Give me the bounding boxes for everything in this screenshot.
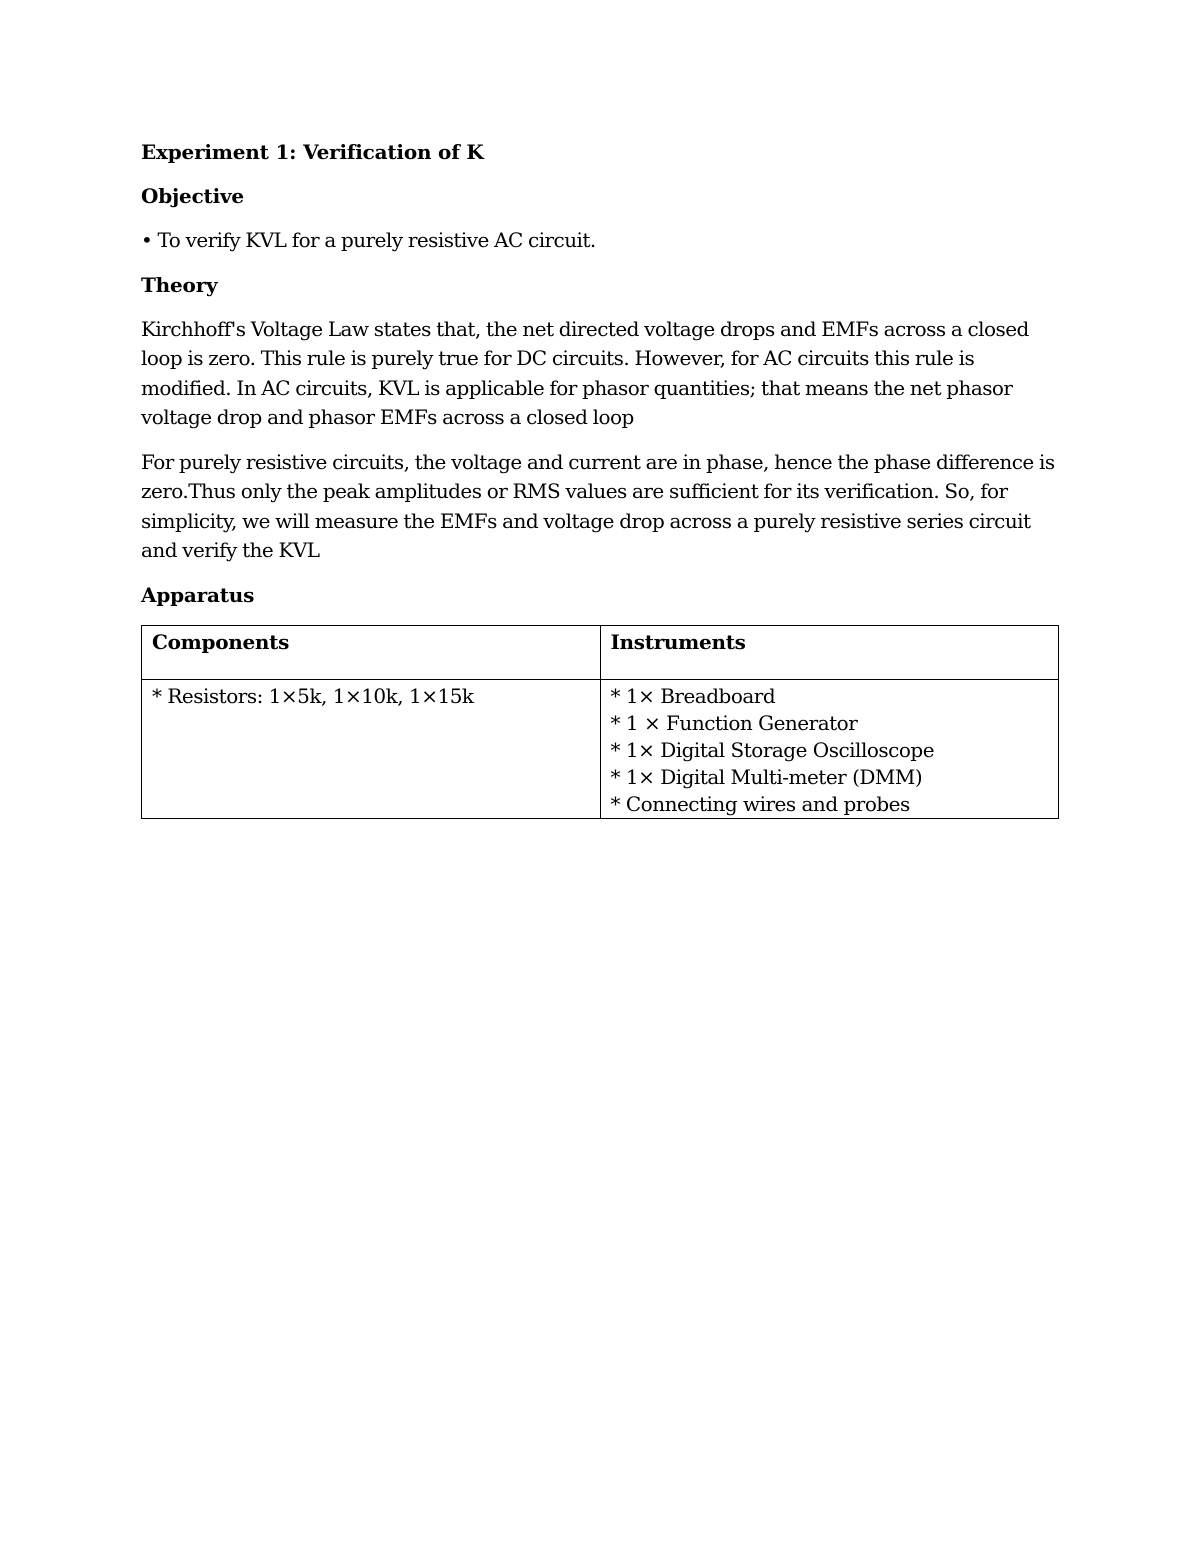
- document-title: Experiment 1: Verification of K: [141, 140, 484, 164]
- instrument-item: * 1 × Function Generator: [610, 710, 858, 735]
- components-cell: [142, 679, 601, 818]
- objective-text: • To verify KVL for a purely resistive AC circuit.: [141, 228, 596, 252]
- theory-heading: Theory: [141, 272, 218, 297]
- objective-heading: Objective: [141, 184, 244, 208]
- instrument-item: * Connecting wires and probes: [610, 791, 910, 816]
- apparatus-heading: Apparatus: [141, 582, 255, 607]
- apparatus-table: [141, 625, 1059, 819]
- table-row: [142, 679, 1059, 818]
- instruments-cell: [600, 679, 1059, 818]
- table-header-instruments: Instruments: [600, 625, 1059, 679]
- instrument-item: * 1× Digital Storage Oscilloscope: [610, 737, 935, 762]
- instrument-item: * 1× Digital Multi-meter (DMM): [610, 764, 923, 789]
- document-page: [141, 138, 1059, 819]
- theory-paragraph-2: For purely resistive circuits, the voltage and current are in phase, hence the phase difference is zero.Thus only the peak amplitudes or RMS values are sufficient for its verification. So, for simplicity, we will measure the EMFs and voltage drop across a purely resistive series circuit and verify the KVL: [141, 449, 1055, 562]
- component-item: * Resistors: 1×5k, 1×10k, 1×15k: [152, 683, 474, 708]
- table-header-row: [142, 625, 1059, 679]
- instrument-item: * 1× Breadboard: [610, 683, 776, 708]
- table-header-components: Components: [142, 625, 601, 679]
- theory-paragraph-1: Kirchhoff's Voltage Law states that, the net directed voltage drops and EMFs across a closed loop is zero. This rule is purely true for DC circuits. However, for AC circuits this rule is modified. In AC circuits, KVL is applicable for phasor quantities; that means the net phasor voltage drop and phasor EMFs across a closed loop: [141, 316, 1029, 429]
